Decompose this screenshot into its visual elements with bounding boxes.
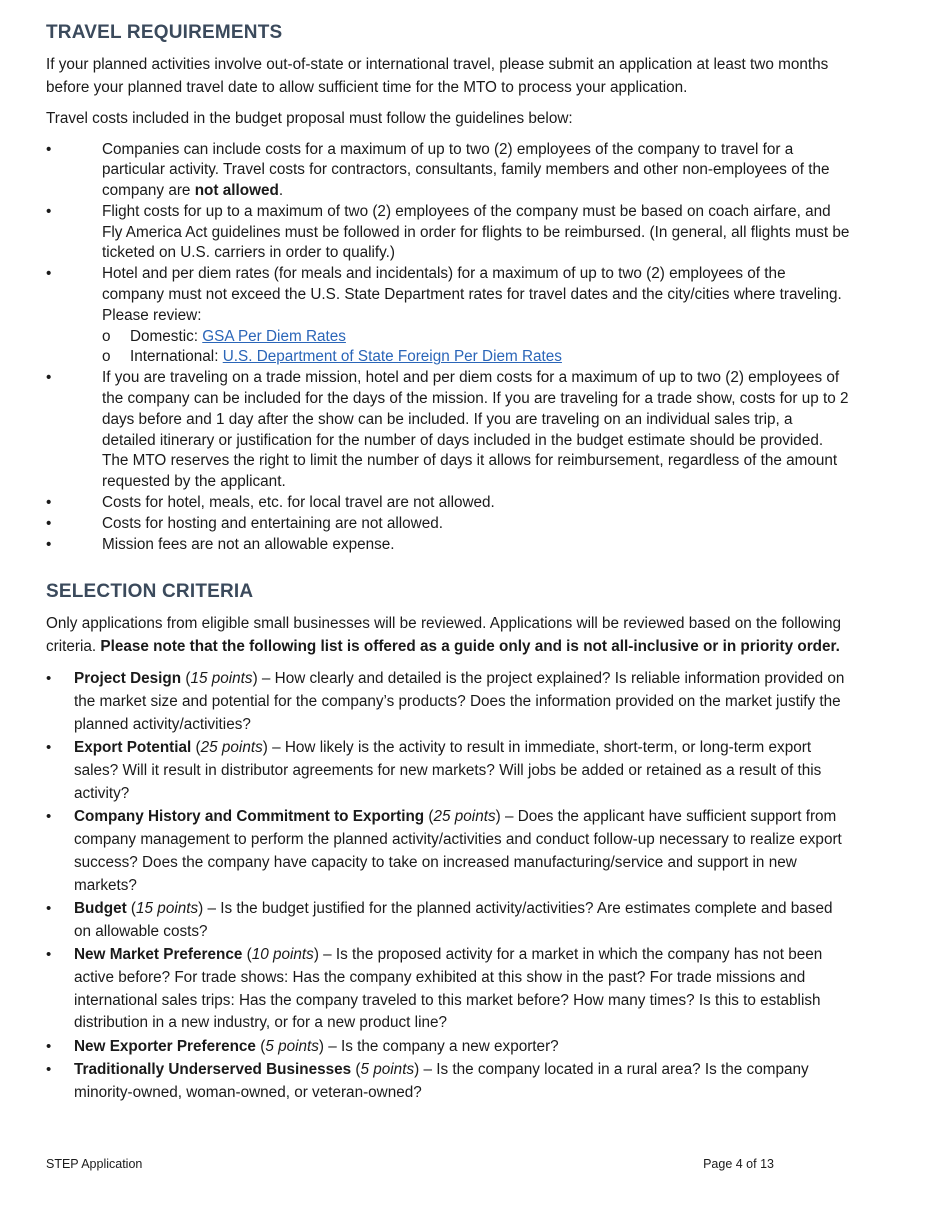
criterion-description: ) – How clearly and detailed is the project explained? Is reliable information provided on the market size and potential for the company’s products? Does the information provided on the market justify the planned activity/activities? (74, 670, 845, 734)
criterion-points: 15 points (190, 670, 253, 688)
criterion-description: ) – Is the proposed activity for a market in which the company has not been active before? For trade shows: Has the company exhibited at this show in the past? For trade missions and international sales trips: Has the company traveled to this market before? How many times? Is this to establish distribution in a new industry, or for a new product line? (74, 946, 823, 1032)
bullet-icon: • (46, 946, 52, 963)
bullet-icon: • (46, 670, 52, 688)
bullet-icon: • (46, 1037, 52, 1055)
list-item: • New Market Preference (10 points) – Is the proposed activity for a market in which the company has not been active before? For trade shows: Has the company exhibited at this show in the past? For trade missions and international sales trips: Has the company traveled to this market before? How many times? Is this to establish distribution in a new industry, or for a new product line? (46, 946, 823, 1032)
international-label: International: (130, 348, 223, 366)
guideline-local-text: Costs for hotel, meals, etc. for local travel are not allowed. (102, 494, 495, 512)
criterion-name: Budget (74, 899, 127, 917)
bullet-icon: • (46, 1060, 52, 1078)
selection-intro-paragraph (46, 613, 850, 658)
bullet-icon: • (46, 808, 52, 826)
list-item (102, 327, 850, 348)
criterion-points: 25 points (200, 739, 263, 757)
footer-page-number: Page 4 of 13 (703, 1157, 774, 1171)
guideline-hosting-text: Costs for hosting and entertaining are not allowed. (102, 514, 443, 532)
list-item: • Export Potential (25 points) – How likely is the activity to result in immediate, short-term, or long-term export sales? Will it result in distributor agreements for new markets? Will jobs be added or retained as a result of this activity? (46, 739, 822, 802)
criterion-description: ) – How likely is the activity to result in immediate, short-term, or long-term export sales? Will it result in distributor agreements for new markets? Will jobs be added or retained as a result of this activity? (74, 739, 822, 802)
travel-intro-paragraph: If your planned activities involve out-of-state or international travel, please submit an application at least two months before your planned travel date to allow sufficient time for the MTO to process your application. (46, 56, 829, 96)
guideline-employees-bold: not allowed (194, 182, 279, 200)
bullet-icon: • (46, 202, 52, 220)
list-item (46, 202, 850, 264)
domestic-label: Domestic: (130, 327, 203, 345)
document-page (46, 14, 850, 1105)
list-item (102, 347, 850, 368)
bullet-icon: • (46, 140, 52, 158)
list-item (46, 264, 850, 368)
bullet-icon: • (46, 899, 52, 917)
criterion-points: 10 points (251, 946, 314, 963)
criterion-name: Project Design (74, 670, 182, 688)
bullet-icon: • (46, 535, 52, 553)
criterion-description: ) – Is the budget justified for the planned activity/activities? Are estimates complete and based on allowable costs? (74, 899, 833, 940)
guideline-employees-end: . (278, 182, 284, 200)
criterion-description: ) – Is the company located in a rural area? Is the company minority-owned, woman-owned, or veteran-owned? (74, 1060, 809, 1101)
selection-intro-text: Only applications from eligible small businesses will be reviewed. Applications will be reviewed based on the following criteria. (46, 615, 841, 655)
criterion-points: 15 points (136, 899, 199, 917)
list-item (46, 514, 850, 535)
bullet-icon: • (46, 739, 52, 757)
selection-criteria-heading: SELECTION CRITERIA (46, 581, 254, 603)
bullet-icon: • (46, 514, 52, 532)
bullet-icon: • (46, 265, 52, 283)
guideline-trade-mission-text: If you are traveling on a trade mission, hotel and per diem costs for a maximum of up to two (2) employees of the company can be included for the days of the mission. If you are traveling for a trade show, costs for up to 2 days before and 1 day after the show can be included. If you are traveling on an individual sales trip, a detailed itinerary or justification for the number of days included in the budget estimate should be provided. The MTO reserves the right to limit the number of days it allows for reimbursement, regardless of the amount requested by the applicant. (102, 369, 849, 491)
list-item: • Traditionally Underserved Businesses (5 points) – Is the company located in a rural area? Is the company minority-owned, woman-owned, or veteran-owned? (46, 1060, 809, 1101)
circle-bullet-icon: o (102, 327, 111, 345)
per-diem-links-list (102, 327, 850, 369)
bullet-icon: • (46, 494, 52, 512)
list-item (46, 368, 850, 493)
criterion-points: 25 points (433, 808, 496, 826)
guideline-hotel-text: Hotel and per diem rates (for meals and incidentals) for a maximum of up to two (2) employees of the company must not exceed the U.S. State Department rates for travel dates and the city/cities where traveling. Please review: (102, 265, 842, 324)
list-item: • Budget (15 points) – Is the budget justified for the planned activity/activities? Are estimates complete and based on allowable costs? (46, 899, 833, 940)
gsa-per-diem-link[interactable]: GSA Per Diem Rates (202, 327, 346, 345)
criterion-name: Company History and Commitment to Exporting (74, 808, 425, 826)
bullet-icon: • (46, 369, 52, 387)
list-item: • Project Design (15 points) – How clearly and detailed is the project explained? Is reliable information provided on the market size and potential for the company’s products? Does the information provided on the market justify the planned activity/activities? (46, 670, 845, 734)
criterion-name: Traditionally Underserved Businesses (74, 1060, 352, 1078)
criterion-points: 5 points (265, 1037, 319, 1055)
criterion-description: ) – Is the company a new exporter? (318, 1037, 559, 1055)
travel-requirements-heading: TRAVEL REQUIREMENTS (46, 22, 283, 43)
travel-guidelines-intro: Travel costs included in the budget proposal must follow the guidelines below: (46, 110, 573, 127)
list-item: • Company History and Commitment to Exporting (25 points) – Does the applicant have sufficient support from company management to perform the planned activity/activities and conduct follow-up necessary to realize export success? Does the company have capacity to take on increased manufacturing/service and support in new markets? (46, 808, 842, 894)
criterion-name: New Market Preference (74, 946, 243, 963)
section-spacer (46, 555, 850, 573)
criterion-name: New Exporter Preference (74, 1037, 256, 1055)
circle-bullet-icon: o (102, 348, 111, 366)
list-item (46, 140, 850, 202)
criterion-points: 5 points (360, 1060, 415, 1078)
list-item: • New Exporter Preference (5 points) – Is the company a new exporter? (46, 1036, 850, 1059)
travel-guidelines-list (46, 140, 850, 556)
list-item (46, 535, 850, 556)
list-item (46, 493, 850, 514)
criterion-name: Export Potential (74, 739, 192, 757)
guideline-employees-text: Companies can include costs for a maximum of up to two (2) employees of the company to travel for a particular activity. Travel costs for contractors, consultants, family members and other non-employees of the company are (102, 140, 830, 200)
guideline-flight-text: Flight costs for up to a maximum of two (2) employees of the company must be based on coach airfare, and Fly America Act guidelines must be followed in order for flights to be reimbursed. (In general, all flights must be ticketed on U.S. carriers in order to qualify.) (102, 202, 850, 262)
footer-document-title: STEP Application (46, 1157, 143, 1171)
state-dept-per-diem-link[interactable]: U.S. Department of State Foreign Per Diem Rates (222, 348, 562, 366)
selection-intro-bold: Please note that the following list is offered as a guide only and is not all-inclusive or in priority order. (100, 637, 840, 655)
guideline-mission-fees-text: Mission fees are not an allowable expense. (102, 535, 395, 553)
selection-criteria-list (46, 668, 850, 1104)
criterion-description: ) – Does the applicant have sufficient support from company management to perform the planned activity/activities and conduct follow-up necessary to realize export success? Does the company have capacity to take on increased manufacturing/service and support in new markets? (74, 808, 842, 894)
